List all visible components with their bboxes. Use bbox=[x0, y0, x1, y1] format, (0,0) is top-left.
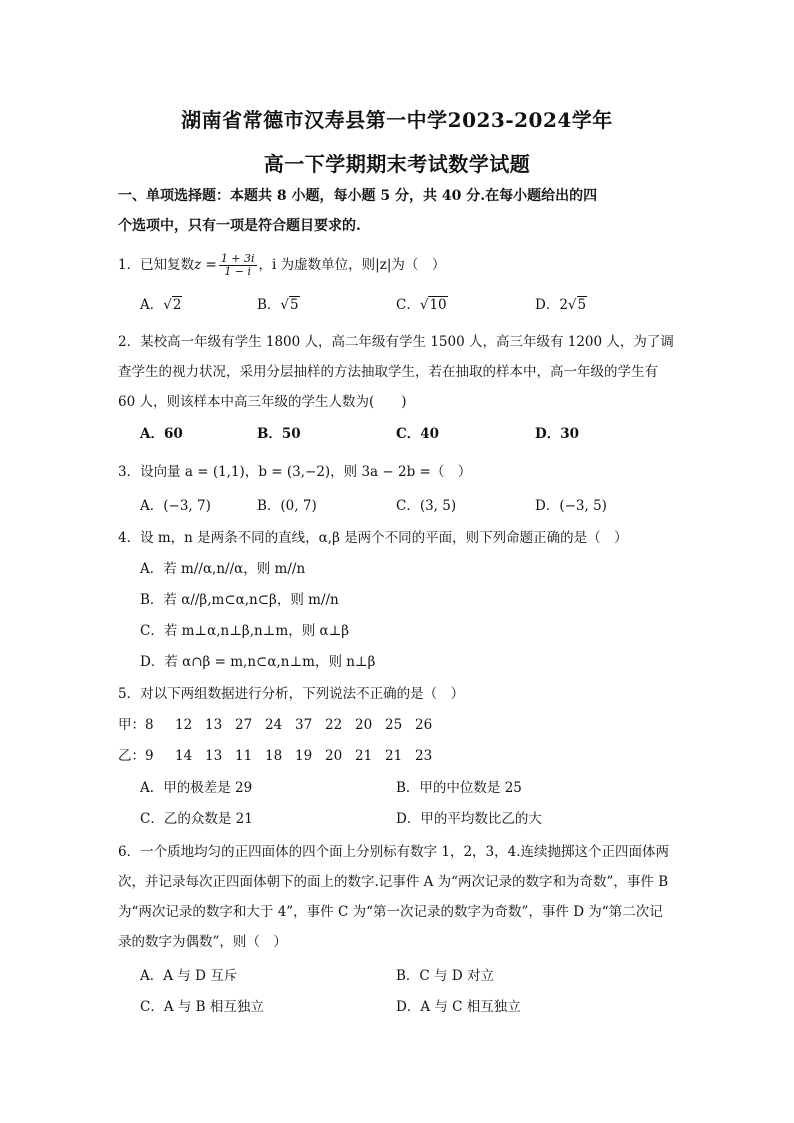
question-4: 4．设 m，n 是两条不同的直线，α,β 是两个不同的平面，则下列命题正确的是（ ） bbox=[118, 530, 628, 546]
question-1 bbox=[118, 252, 445, 278]
q4-option-d: D．若 α∩β = m,n⊂α,n⊥m，则 n⊥β bbox=[140, 654, 376, 670]
q6-option-a: A．A 与 D 互斥 bbox=[140, 968, 238, 984]
q5-option-d: D．甲的平均数比乙的大 bbox=[396, 811, 542, 827]
q3-option-d: D．(−3, 5) bbox=[535, 498, 607, 514]
question-3: 3．设向量 a = (1,1)，b = (3,−2)，则 3a − 2b =（ ） bbox=[118, 464, 472, 480]
q5-option-b: B．甲的中位数是 25 bbox=[396, 780, 522, 796]
q6-line-4: 录的数字为偶数”，则（ ） bbox=[118, 934, 287, 950]
q2-option-a: A．60 bbox=[140, 426, 183, 442]
q1-prefix: 1．已知复数 bbox=[118, 257, 195, 273]
q1-fraction bbox=[219, 253, 257, 278]
q6-option-c: C．A 与 B 相互独立 bbox=[140, 999, 264, 1015]
data-row-jia: 甲：8 12 13 27 24 37 22 20 25 26 bbox=[118, 717, 433, 733]
q2-option-d: D．30 bbox=[535, 426, 579, 442]
q2-line-2: 查学生的视力状况，采用分层抽样的方法抽取学生，若在抽取的样本中，高一年级的学生有 bbox=[118, 364, 658, 380]
sqrt-icon: √2 bbox=[163, 297, 182, 313]
q1-suffix: ，i 为虚数单位，则|z|为（ ） bbox=[258, 257, 446, 273]
q1-option-d: D．2√5 bbox=[535, 297, 587, 313]
q1-option-a: A．√2 bbox=[140, 297, 182, 313]
section-heading-line-2: 个选项中，只有一项是符合题目要求的. bbox=[118, 218, 361, 234]
section-heading-line-1: 一、单项选择题：本题共 8 小题，每小题 5 分，共 40 分.在每小题给出的四 bbox=[118, 188, 598, 204]
q4-option-c: C．若 m⊥α,n⊥β,n⊥m，则 α⊥β bbox=[140, 623, 350, 639]
q1-option-c: C．√10 bbox=[396, 297, 447, 313]
q3-option-c: C．(3, 5) bbox=[396, 498, 457, 514]
title-line-2: 高一下学期期末考试数学试题 bbox=[263, 152, 531, 176]
title-line-1: 湖南省常德市汉寿县第一中学2023-2024学年 bbox=[181, 108, 613, 132]
q1-option-b: B．√5 bbox=[257, 297, 299, 313]
q2-option-b: B．50 bbox=[257, 426, 301, 442]
q6-option-d: D．A 与 C 相互独立 bbox=[396, 999, 521, 1015]
sqrt-icon: √10 bbox=[419, 297, 447, 313]
q6-line-2: 次，并记录每次正四面体朝下的面上的数字.记事件 A 为“两次记录的数字和为奇数”，事件 B bbox=[118, 874, 669, 890]
q2-line-3: 60 人，则该样本中高三年级的学生人数为( ) bbox=[118, 394, 407, 410]
q2-line-1: 2．某校高一年级有学生 1800 人，高二年级有学生 1500 人，高三年级有 1200 人，为了调 bbox=[118, 334, 674, 350]
q6-line-3: 为“两次记录的数字和大于 4”，事件 C 为“第一次记录的数字为奇数”，事件 D 为“第二次记 bbox=[118, 904, 663, 920]
q5-option-a: A．甲的极差是 29 bbox=[140, 780, 253, 796]
q1-z-eq: z = bbox=[194, 257, 217, 273]
data-row-yi: 乙：9 14 13 11 18 19 20 21 21 23 bbox=[118, 748, 433, 764]
sqrt-icon: √5 bbox=[280, 297, 299, 313]
sqrt-icon: √5 bbox=[567, 297, 587, 313]
q3-option-b: B．(0, 7) bbox=[257, 498, 317, 514]
q1-fraction-numerator: 1 + 3i bbox=[220, 252, 255, 265]
q4-option-a: A．若 m//α,n//α，则 m//n bbox=[140, 561, 306, 577]
q1-fraction-denominator: 1 − i bbox=[224, 265, 252, 278]
q5-option-c: C．乙的众数是 21 bbox=[140, 811, 253, 827]
q2-option-c: C．40 bbox=[396, 426, 440, 442]
q4-option-b: B．若 α//β,m⊂α,n⊂β，则 m//n bbox=[140, 592, 339, 608]
q6-option-b: B．C 与 D 对立 bbox=[396, 968, 494, 984]
q6-line-1: 6．一个质地均匀的正四面体的四个面上分别标有数字 1，2，3，4.连续抛掷这个正四面体两 bbox=[118, 844, 670, 860]
question-5: 5．对以下两组数据进行分析，下列说法不正确的是（ ） bbox=[118, 686, 465, 702]
q3-option-a: A．(−3, 7) bbox=[140, 498, 211, 514]
